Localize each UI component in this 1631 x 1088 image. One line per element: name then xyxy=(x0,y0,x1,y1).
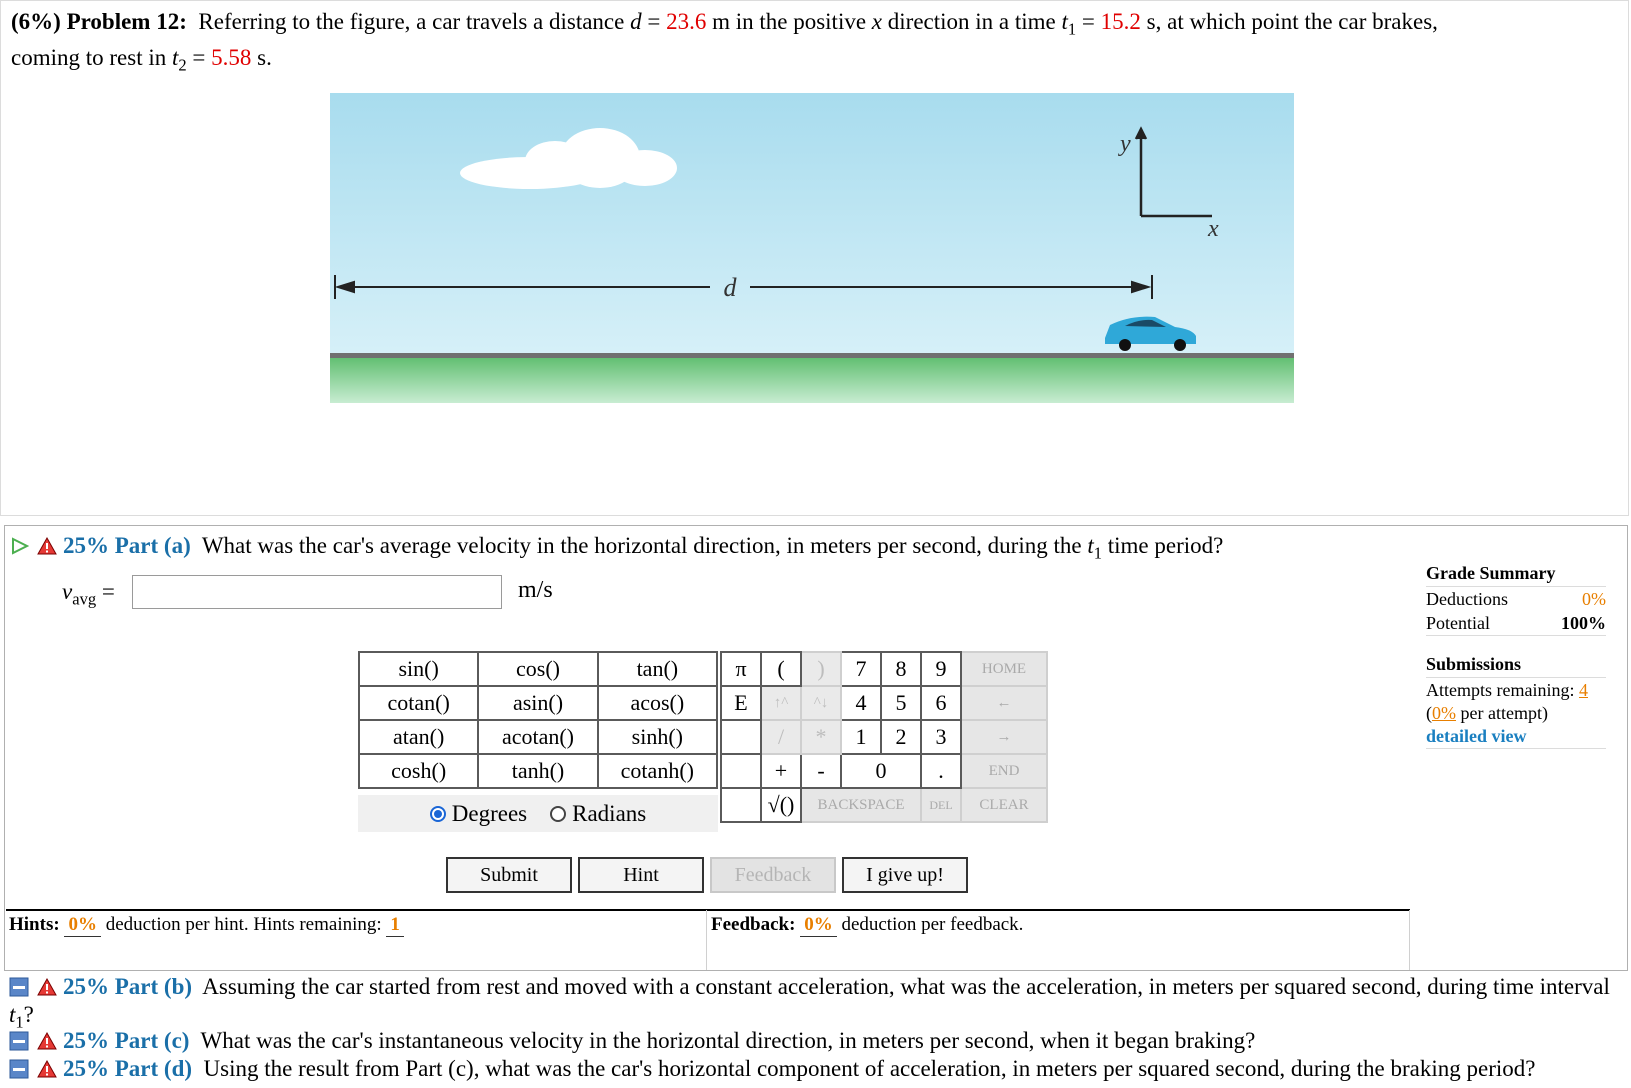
per-attempt-pct: 0% xyxy=(1432,703,1456,723)
sub-1: 1 xyxy=(1067,19,1077,39)
sky xyxy=(330,93,1294,355)
part-d-row[interactable] xyxy=(9,1055,1624,1083)
collapse-icon[interactable] xyxy=(9,977,29,997)
unit-s: s xyxy=(1146,9,1156,34)
problem-statement xyxy=(11,8,1611,79)
sqrt-key[interactable]: √() xyxy=(761,788,801,822)
warning-icon xyxy=(37,537,57,555)
key-3[interactable]: 3 xyxy=(921,720,961,754)
var-d: d xyxy=(630,9,642,34)
key-5[interactable]: 5 xyxy=(881,686,921,720)
hint-button[interactable]: Hint xyxy=(578,857,704,893)
problem-weight: (6%) xyxy=(11,9,61,34)
collapse-icon[interactable] xyxy=(9,1059,29,1079)
sin-button[interactable]: sin() xyxy=(359,652,478,686)
part-a-var: t xyxy=(1087,533,1094,558)
answer-unit: m/s xyxy=(518,577,553,603)
e-key[interactable]: E xyxy=(721,686,761,720)
eq-2: = xyxy=(1081,9,1095,34)
problem-title: Problem 12: xyxy=(66,9,187,34)
distance-label: d xyxy=(723,273,737,302)
hints-text: deduction per hint. Hints remaining: xyxy=(105,914,382,935)
up-key[interactable]: ↑^ xyxy=(761,686,801,720)
hints-remaining: 1 xyxy=(390,914,400,935)
problem-figure xyxy=(330,93,1294,403)
slash-key[interactable]: / xyxy=(761,720,801,754)
attempts-value: 4 xyxy=(1578,680,1588,700)
lparen-key[interactable]: ( xyxy=(761,652,801,686)
hints-pct: 0% xyxy=(68,914,97,935)
part-c-name: Part (c) xyxy=(114,1028,190,1053)
per-attempt-text: per attempt) xyxy=(1460,703,1548,723)
feedback-pct: 0% xyxy=(804,914,833,935)
feedback-info xyxy=(711,914,1023,937)
divider xyxy=(6,909,1410,911)
part-d-name: Part (d) xyxy=(114,1056,193,1081)
key-7[interactable]: 7 xyxy=(841,652,881,686)
tan-button[interactable]: tan() xyxy=(598,652,717,686)
key-1[interactable]: 1 xyxy=(841,720,881,754)
answer-sub: avg xyxy=(72,589,97,609)
acos-button[interactable]: acos() xyxy=(598,686,717,720)
blank-key-3 xyxy=(721,788,761,822)
rparen-key[interactable]: ) xyxy=(801,652,841,686)
unit-m: m xyxy=(712,9,730,34)
problem-text-2: in the positive xyxy=(735,9,867,34)
hints-label: Hints: xyxy=(9,914,60,935)
eq-3: = xyxy=(192,44,206,70)
cotanh-button[interactable]: cotanh() xyxy=(598,754,717,788)
grade-summary-title: Grade Summary xyxy=(1426,563,1606,587)
minus-key[interactable]: - xyxy=(801,754,841,788)
give-up-button[interactable]: I give up! xyxy=(842,857,968,893)
var-t1: t xyxy=(1061,9,1068,34)
cosh-button[interactable]: cosh() xyxy=(359,754,478,788)
part-c-pct: 25% xyxy=(63,1028,109,1053)
dot-key[interactable]: . xyxy=(921,754,961,788)
warning-icon xyxy=(37,978,57,996)
end-key[interactable]: END xyxy=(961,754,1047,788)
submissions-title: Submissions xyxy=(1426,654,1606,678)
part-a-sub: 1 xyxy=(1093,543,1103,563)
key-0[interactable]: 0 xyxy=(841,754,921,788)
axis-y-label: y xyxy=(1120,131,1131,157)
sub-2: 2 xyxy=(178,55,187,75)
radians-radio[interactable] xyxy=(550,806,566,822)
open-paren: ( xyxy=(1426,703,1432,723)
problem-text-5: coming to rest in xyxy=(11,44,167,70)
eq-1: = xyxy=(647,9,661,34)
deductions-label: Deductions xyxy=(1426,589,1508,609)
asin-button[interactable]: asin() xyxy=(478,686,597,720)
part-b-sub: 1 xyxy=(15,1012,24,1032)
problem-text-1: Referring to the figure, a car travels a distance xyxy=(198,9,625,34)
deductions-value: 0% xyxy=(1582,589,1606,609)
grade-summary xyxy=(1426,563,1606,749)
pi-key[interactable]: π xyxy=(721,652,761,686)
problem-text-4: , at which point the car brakes, xyxy=(1155,9,1438,34)
key-6[interactable]: 6 xyxy=(921,686,961,720)
sinh-button[interactable]: sinh() xyxy=(598,720,717,754)
part-c-row[interactable] xyxy=(9,1027,1624,1055)
part-d-pct: 25% xyxy=(63,1056,109,1081)
answer-var: v xyxy=(62,579,73,604)
home-key[interactable]: HOME xyxy=(961,652,1047,686)
problem-text-6: s. xyxy=(257,44,272,70)
warning-icon xyxy=(37,1032,57,1050)
feedback-text: deduction per feedback. xyxy=(841,914,1024,935)
axis-x-label: x xyxy=(1208,216,1219,242)
divider-vertical xyxy=(706,910,707,970)
divider-vertical-right xyxy=(1409,910,1410,970)
key-8[interactable]: 8 xyxy=(881,652,921,686)
grass xyxy=(330,355,1294,403)
potential-value: 100% xyxy=(1561,613,1606,633)
number-keypad xyxy=(720,651,1048,823)
plus-key[interactable]: + xyxy=(761,754,801,788)
part-a-header xyxy=(11,532,1223,568)
collapse-icon[interactable] xyxy=(9,1031,29,1051)
submit-button[interactable]: Submit xyxy=(446,857,572,893)
tanh-button[interactable]: tanh() xyxy=(478,754,597,788)
angle-mode xyxy=(358,795,718,832)
t1-value: 15.2 xyxy=(1100,9,1141,34)
function-keypad xyxy=(358,651,718,789)
left-arrow-key[interactable]: ← xyxy=(961,686,1047,720)
key-9[interactable]: 9 xyxy=(921,652,961,686)
attempts-label: Attempts remaining: xyxy=(1426,680,1575,700)
key-4[interactable]: 4 xyxy=(841,686,881,720)
d-value: 23.6 xyxy=(666,9,707,34)
down-key[interactable]: ^↓ xyxy=(801,686,841,720)
answer-label xyxy=(62,579,115,610)
attempts-row xyxy=(1426,678,1606,702)
answer-eq: = xyxy=(101,579,115,604)
part-d-question: Using the result from Part (c), what was the car's horizontal component of acceleration, in meters per squared second, during the braking period? xyxy=(203,1056,1536,1081)
part-b-pct: 25% xyxy=(63,974,109,999)
part-b-end: ? xyxy=(23,1002,34,1027)
degrees-label: Degrees xyxy=(451,801,528,826)
star-key[interactable]: * xyxy=(801,720,841,754)
part-a-question: What was the car's average velocity in the horizontal direction, in meters per second, during the xyxy=(201,533,1082,558)
problem-text-3: direction in a time xyxy=(887,9,1056,34)
cos-button[interactable]: cos() xyxy=(478,652,597,686)
part-a-question-end: time period? xyxy=(1107,533,1224,558)
part-b-question: Assuming the car started from rest and moved with a constant acceleration, what was the acceleration, in meters per squared second, during time interval xyxy=(202,974,1610,999)
degrees-radio[interactable] xyxy=(430,806,446,822)
acotan-button[interactable]: acotan() xyxy=(478,720,597,754)
hints-info xyxy=(9,914,404,937)
per-attempt-row xyxy=(1426,702,1606,724)
right-arrow-key[interactable]: → xyxy=(961,720,1047,754)
feedback-label: Feedback: xyxy=(711,914,796,935)
warning-icon xyxy=(37,1060,57,1078)
radians-label: Radians xyxy=(572,801,647,826)
clear-key[interactable]: CLEAR xyxy=(961,788,1047,822)
var-x: x xyxy=(871,9,883,34)
blank-key-2 xyxy=(721,754,761,788)
backspace-key[interactable]: BACKSPACE xyxy=(801,788,921,822)
part-a-name: Part (a) xyxy=(114,533,191,558)
detailed-view-link[interactable]: detailed view xyxy=(1426,726,1527,746)
del-key[interactable]: DEL xyxy=(921,788,961,822)
answer-input[interactable] xyxy=(132,575,502,609)
part-a-pct: 25% xyxy=(63,533,109,558)
part-b-var: t xyxy=(9,1002,16,1027)
var-t2: t xyxy=(171,44,179,70)
cotan-button[interactable]: cotan() xyxy=(359,686,478,720)
potential-label: Potential xyxy=(1426,613,1490,633)
part-c-question: What was the car's instantaneous velocity in the horizontal direction, in meters per second, when it began braking? xyxy=(200,1028,1256,1053)
road xyxy=(330,353,1294,358)
play-icon[interactable] xyxy=(11,537,29,555)
key-2[interactable]: 2 xyxy=(881,720,921,754)
atan-button[interactable]: atan() xyxy=(359,720,478,754)
blank-key-1 xyxy=(721,720,761,754)
part-b-name: Part (b) xyxy=(114,974,193,999)
t2-value: 5.58 xyxy=(211,44,252,70)
feedback-button[interactable]: Feedback xyxy=(710,857,836,893)
